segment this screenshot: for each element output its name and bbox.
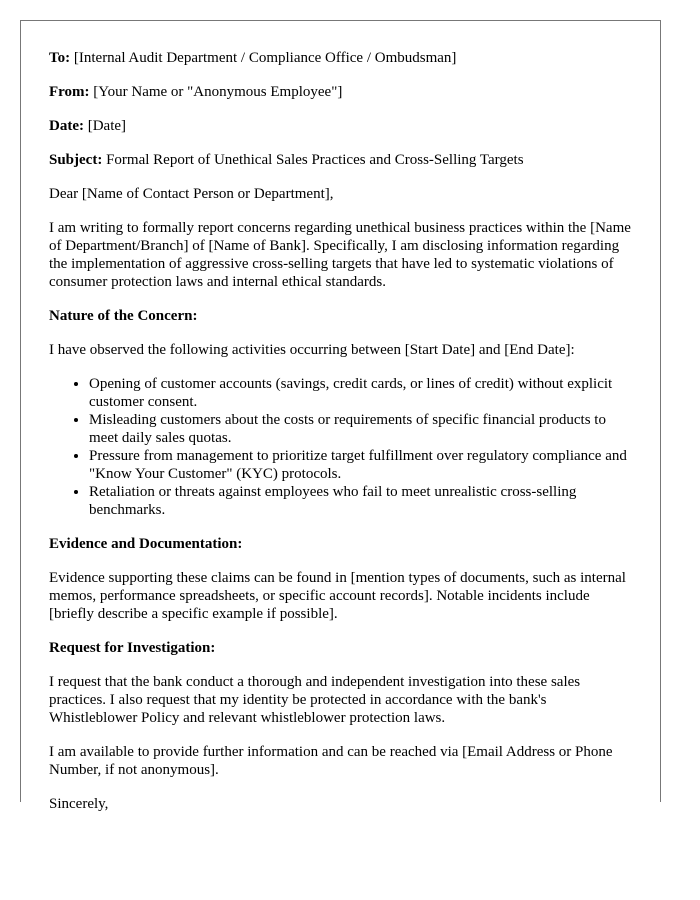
availability-paragraph: I am available to provide further information and can be reached via [Email Address or Phone Number, if not anonymous]. (49, 744, 613, 778)
to-label: To: (49, 50, 71, 66)
from-value: [Your Name or "Anonymous Employee"] (89, 84, 343, 100)
from-label: From: (49, 84, 90, 100)
concern-item: • Opening of customer accounts (savings, credit cards, or lines of credit) without explicit customer consent. (89, 375, 634, 411)
concern-item: • Pressure from management to prioritize target fulfillment over regulatory compliance and "Know Your Customer" (KYC) protocols. (89, 447, 634, 483)
subject-value: Formal Report of Unethical Sales Practices and Cross-Selling Targets (102, 152, 524, 168)
request-heading: Request for Investigation: (49, 640, 216, 656)
concern-lead: I have observed the following activities occurring between [Start Date] and [End Date]: (49, 342, 575, 358)
date-label: Date: (49, 118, 84, 134)
to-value: [Internal Audit Department / Compliance Office / Ombudsman] (70, 50, 457, 66)
evidence-paragraph: Evidence supporting these claims can be found in [mention types of documents, such as internal memos, performance spreadsheets, or specific account records]. Notable incidents include [briefly describe a specific example if possible]. (49, 570, 626, 622)
to-line (49, 49, 634, 67)
date-value: [Date] (83, 118, 127, 134)
concern-item: • Misleading customers about the costs or requirements of specific financial products to meet daily sales quotas. (89, 411, 634, 447)
subject-label: Subject: (49, 152, 103, 168)
concern-item: • Retaliation or threats against employees who fail to meet unrealistic cross-selling benchmarks. (89, 483, 634, 519)
concern-heading: Nature of the Concern: (49, 308, 198, 324)
letter-page (20, 20, 661, 812)
concern-list (49, 375, 634, 519)
salutation: Dear [Name of Contact Person or Department], (49, 186, 334, 202)
closing-line: Sincerely, (49, 796, 109, 812)
subject-line (49, 151, 634, 169)
intro-paragraph: I am writing to formally report concerns regarding unethical business practices within the [Name of Department/Branch] of [Name of Bank]. Specifically, I am disclosing information regarding the implementation of aggressive cross-selling targets that have led to systematic violations of consumer protection laws and internal ethical standards. (49, 220, 631, 290)
date-line (49, 117, 634, 135)
from-line (49, 83, 634, 101)
evidence-heading: Evidence and Documentation: (49, 536, 243, 552)
request-paragraph: I request that the bank conduct a thorough and independent investigation into these sales practices. I also request that my identity be protected in accordance with the bank's Whistleblower Policy and relevant whistleblower protection laws. (49, 674, 581, 726)
letter-body (49, 49, 634, 829)
